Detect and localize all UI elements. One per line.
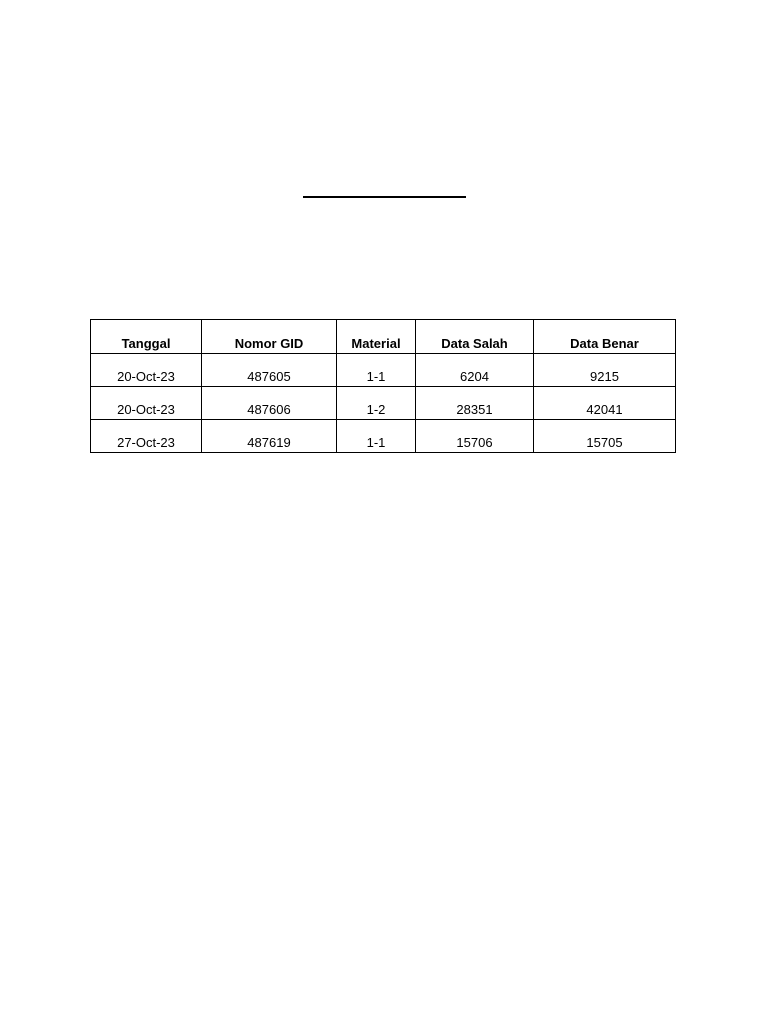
cell-material: 1-2 [337,387,416,420]
cell-data-salah: 28351 [416,387,534,420]
header-nomor-gid: Nomor GID [202,320,337,354]
table-row [91,387,676,420]
cell-data-benar: 15705 [534,420,676,453]
header-data-salah: Data Salah [416,320,534,354]
table-row [91,420,676,453]
cell-tanggal: 20-Oct-23 [91,387,202,420]
cell-tanggal: 20-Oct-23 [91,354,202,387]
cell-material: 1-1 [337,420,416,453]
header-tanggal: Tanggal [91,320,202,354]
cell-data-salah: 15706 [416,420,534,453]
header-data-benar: Data Benar [534,320,676,354]
header-material: Material [337,320,416,354]
title-underline [303,196,466,198]
cell-material: 1-1 [337,354,416,387]
cell-nomor-gid: 487619 [202,420,337,453]
data-table [90,319,676,453]
cell-tanggal: 27-Oct-23 [91,420,202,453]
cell-data-benar: 42041 [534,387,676,420]
table-header-row [91,320,676,354]
cell-data-benar: 9215 [534,354,676,387]
cell-data-salah: 6204 [416,354,534,387]
cell-nomor-gid: 487606 [202,387,337,420]
cell-nomor-gid: 487605 [202,354,337,387]
table-row [91,354,676,387]
